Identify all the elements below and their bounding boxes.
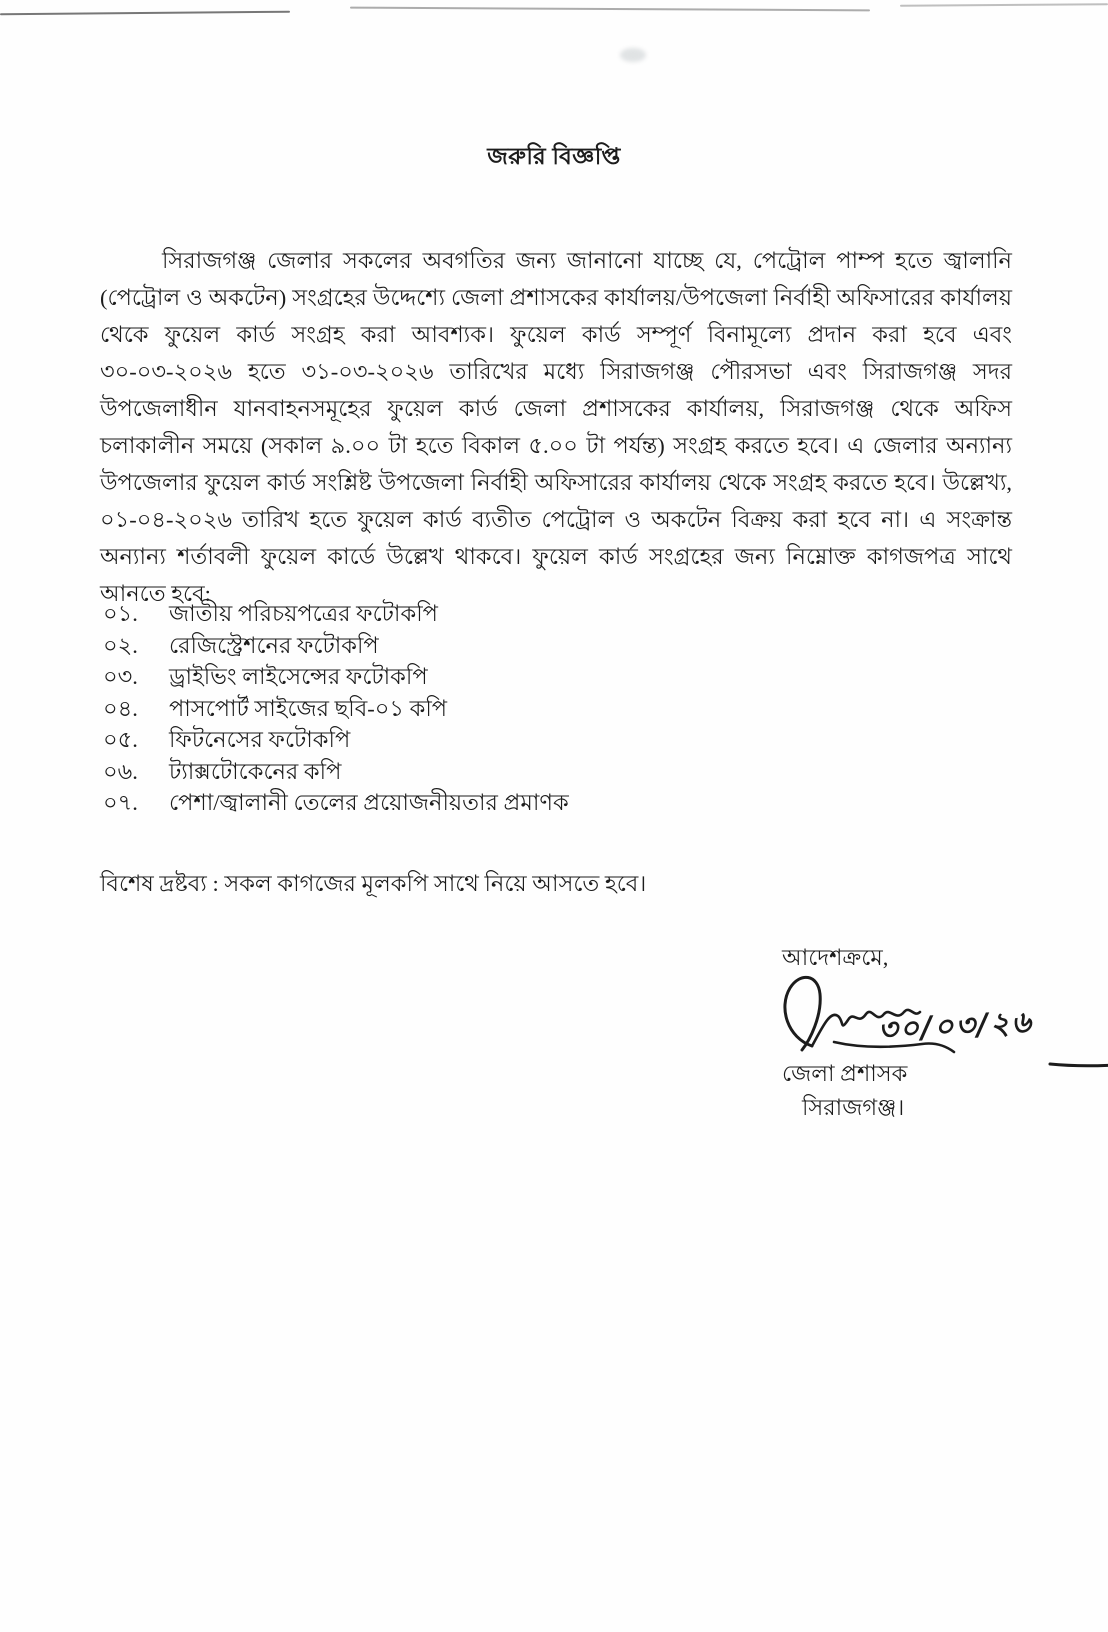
list-item-text: ট্যাক্সটোকেনের কপি xyxy=(169,758,342,784)
scan-artifact-line xyxy=(900,3,1108,6)
list-item-text: পেশা/জ্বালানী তেলের প্রয়োজনীয়তার প্রমাণক xyxy=(169,790,569,815)
list-item-number: ০২. xyxy=(103,632,138,658)
signature-salutation: আদেশক্রমে, xyxy=(782,945,889,970)
notice-title: জরুরি বিজ্ঞপ্তি xyxy=(487,144,621,169)
list-item-text: জাতীয় পরিচয়পত্রের ফটোকপি xyxy=(169,601,438,626)
list-item xyxy=(103,785,803,817)
list-item xyxy=(103,722,803,754)
list-item-number: ০৩. xyxy=(103,664,138,689)
signatory-designation: জেলা প্রশাসক xyxy=(782,1061,908,1086)
signature-block xyxy=(760,940,1090,1120)
special-note: বিশেষ দ্রষ্টব্য : সকল কাগজের মূলকপি সাথে নিয়ে আসতে হবে। xyxy=(100,871,647,896)
handwritten-date: ৩০/০৩/২৬ xyxy=(877,1004,1034,1049)
required-documents-list xyxy=(103,596,803,817)
list-item xyxy=(103,596,803,628)
list-item-text: রেজিস্ট্রেশনের ফটোকপি xyxy=(169,632,379,658)
list-item-number: ০৫. xyxy=(103,727,138,752)
list-item xyxy=(103,628,803,660)
list-item-text: ড্রাইভিং লাইসেন্সের ফটোকপি xyxy=(169,664,428,689)
list-item-number: ০৭. xyxy=(103,790,138,815)
list-item-text: পাসপোর্ট সাইজের ছবি-০১ কপি xyxy=(169,695,448,721)
notice-body-paragraph: সিরাজগঞ্জ জেলার সকলের অবগতির জন্য জানানো যাচ্ছে যে, পেট্রোল পাম্প হতে জ্বালানি (পেট্রোল ও অকটেন) সংগ্রহের উদ্দেশ্যে জেলা প্রশাসকের কার্যালয়/উপজেলা নির্বাহী অফিসারের কার্যালয় থেকে ফুয়েল কার্ড সংগ্রহ করা আবশ্যক। ফুয়েল কার্ড সম্পূর্ণ বিনামূল্যে প্রদান করা হবে এবং ৩০-০৩-২০২৬ হতে ৩১-০৩-২০২৬ তারিখের মধ্যে সিরাজগঞ্জ পৌরসভা এবং সিরাজগঞ্জ সদর উপজেলাধীন যানবাহনসমূহের ফুয়েল কার্ড জেলা প্রশাসকের কার্যালয়, সিরাজগঞ্জ থেকে অফিস চলাকালীন সময়ে (সকাল ৯.০০ টা হতে বিকাল ৫.০০ টা পর্যন্ত) সংগ্রহ করতে হবে। এ জেলার অন্যান্য উপজেলার ফুয়েল কার্ড সংশ্লিষ্ট উপজেলা নির্বাহী অফিসারের কার্যালয় থেকে সংগ্রহ করতে হবে। উল্লেখ্য, ০১-০৪-২০২৬ তারিখ হতে ফুয়েল কার্ড ব্যতীত পেট্রোল ও অকটেন বিক্রয় করা হবে না। এ সংক্রান্ত অন্যান্য শর্তাবলী ফুয়েল কার্ডে উল্লেখ থাকবে। ফুয়েল কার্ড সংগ্রহের জন্য নিম্নোক্ত কাগজপত্র সাথে আনতে হবে: xyxy=(100,248,1012,606)
list-item-number: ০৬. xyxy=(103,758,138,784)
list-item xyxy=(103,659,803,691)
scan-artifact-smudge xyxy=(620,48,646,62)
scan-artifact-line xyxy=(350,7,870,11)
list-item xyxy=(103,754,803,786)
list-item-number: ০৪. xyxy=(103,695,138,721)
list-item-number: ০১. xyxy=(103,601,138,626)
list-item-text: ফিটনেসের ফটোকপি xyxy=(169,727,351,752)
signatory-place: সিরাজগঞ্জ। xyxy=(802,1095,905,1120)
scan-artifact-line xyxy=(0,11,290,16)
list-item xyxy=(103,691,803,723)
